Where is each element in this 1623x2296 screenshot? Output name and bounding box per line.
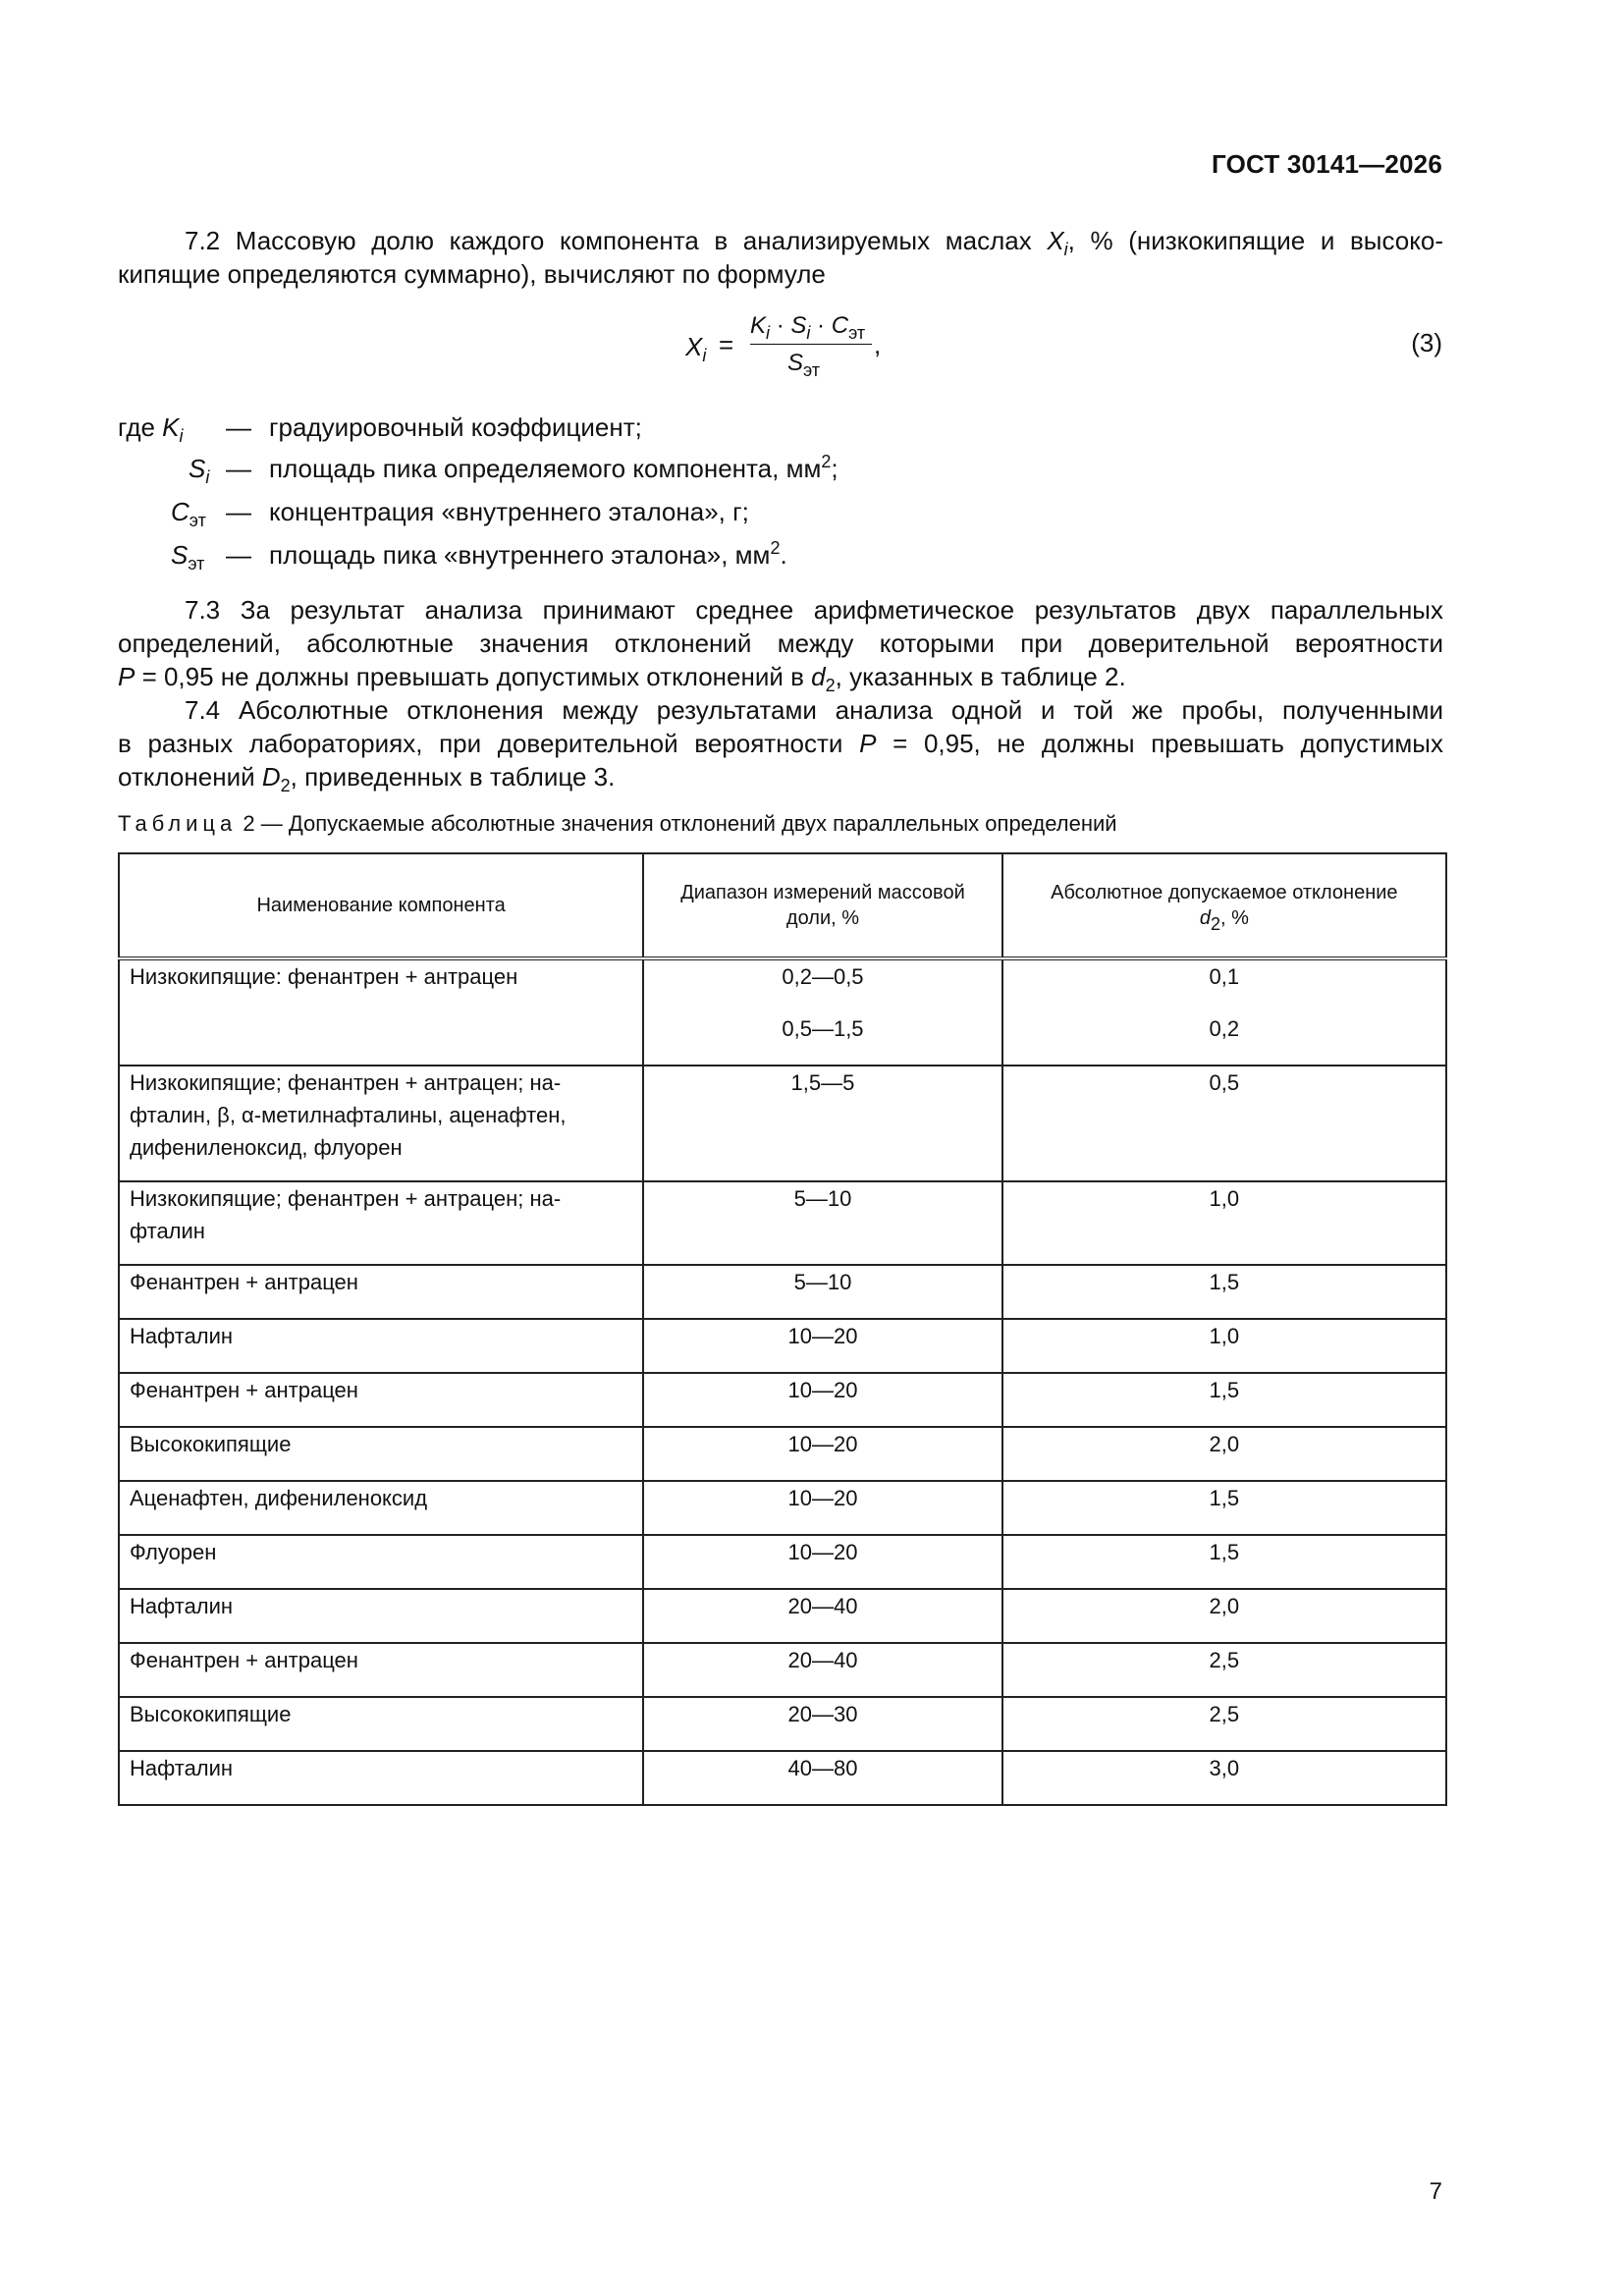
cell-deviation: 0,5 [1002,1066,1446,1181]
table-caption: Таблица 2 — Допускаемые абсолютные значения отклонений двух параллельных определений [118,811,1117,836]
deviation-table [118,852,1447,1806]
cell-range: 20—30 [643,1697,1001,1751]
cell-deviation: 1,5 [1002,1265,1446,1319]
table-row [119,1319,1446,1373]
cell-component: Нафталин [119,1319,643,1373]
cell-component: Низкокипящие; фенантрен + антрацен; на- фталин, β, α-метилнафталины, аценафтен, дифениленоксид, флуорен [119,1066,643,1181]
cell-range: 10—20 [643,1535,1001,1589]
paragraph-7-3: 7.3 За результат анализа принимают среднее арифметическое результатов двух параллельных определений, абсолютные значения отклонений между которыми при доверительной вероятности P = 0,95 не должны превышать допустимых отклонений в $d_2$, указанных в таблице 2. [118,595,1443,695]
paragraph-7-2-line-1: 7.2 Массовую долю каждого компонента в анализируемых маслах $X_i$, % (низкокипящие и высоко- [185,226,1443,259]
cell-component: Фенантрен + антрацен [119,1643,643,1697]
table-row [119,1643,1446,1697]
cell-range: 0,5—1,5 [643,1012,1001,1066]
column-header-range: Диапазон измерений массовой доли, % [643,853,1001,958]
cell-component: Нафталин [119,1751,643,1805]
cell-component: Высококипящие [119,1427,643,1481]
table-row [119,1535,1446,1589]
column-header-component: Наименование компонента [119,853,643,958]
cell-deviation: 3,0 [1002,1751,1446,1805]
cell-deviation: 2,5 [1002,1643,1446,1697]
paragraph-7-4: 7.4 Абсолютные отклонения между результатами анализа одной и той же пробы, полученными в разных лабораториях, при доверительной вероятности P = 0,95, не должны превышать допустимых отклонений $D_2$, приведенных в таблице 3. [118,695,1443,795]
column-header-deviation: Абсолютное допускаемое отклонение $d_2$, % [1002,853,1446,958]
cell-range: 0,2—0,5 [643,958,1001,1012]
paragraph-7-2-line-2: кипящие определяются суммарно), вычисляют по формуле [118,259,826,289]
table-row [119,1066,1446,1181]
cell-range: 10—20 [643,1373,1001,1427]
table-row [119,1751,1446,1805]
cell-range: 10—20 [643,1427,1001,1481]
cell-deviation: 2,0 [1002,1427,1446,1481]
cell-range: 40—80 [643,1751,1001,1805]
cell-component: Флуорен [119,1535,643,1589]
table-row [119,1265,1446,1319]
cell-component: Фенантрен + антрацен [119,1265,643,1319]
formula-numerator: $K_i \cdot S_i \cdot C_{эт}$ [750,312,866,343]
fraction-bar [750,344,872,345]
table-row [119,958,1446,1012]
table-row [119,1181,1446,1265]
cell-component: Фенантрен + антрацен [119,1373,643,1427]
cell-range: 5—10 [643,1265,1001,1319]
cell-deviation: 0,1 [1002,958,1446,1012]
document-page: ГОСТ 30141—2026 7.2 Массовую долю каждого компонента в анализируемых маслах $X_i$, % (низкокипящие и высоко- кипящие определяются суммарно), вычисляют по формуле $X_i$ = $K_i \cdot S_i \cdot C_{эт}$ $S_{эт}$ , (3) где $K_i$ — градуировочный коэффициент; $S_i$ — площадь пика определяемого компонента, $мм^2$; $C_{эт}$ — концентрация «внутреннего эталона», г; $S_{эт}$ — площадь пика «внутреннего эталона», $мм^2$. 7.3 За результат анализа принимают среднее арифметическое результатов двух параллельных определений, абсолютные значения отклонений между которыми при доверительной вероятности P = 0,95 не должны превышать допустимых отклонений в $d_2$, указанных в таблице 2. 7.4 Абсолютные отклонения между результатами анализа одной и той же пробы, полученными в разных лабораториях, при доверительной вероятности P = 0,95, не должны превышать допустимых отклонений $D_2$, приведенных в таблице 3. Таблица 2 — Допускаемые абсолютные значения отклонений двух параллельных определений Наименование компонента Диапазон измерений массовой доли, % Абсолютное допускаемое отклонение $d_2$, % Низкокипящие: фенантрен + антрацен 0,2—0,5 0,1 0,5—1,5 0,2 Низкокипящие; фенантрен + антрацен; на- фталин, β, α-метилнафталины, аценафтен, дифениленоксид, флуорен 1,5—5 0,5 Низкокипящие; фенантрен + антрацен; на- фталин 5—10 1,0 Фенантрен + антрацен 5—10 1,5 Нафталин 10—20 1,0 Фенантрен + антрацен 10—20 1,5 Высококипящие 10—20 2,0 Аценафтен, дифениленоксид 10—20 1,5 Флуорен 10—20 1,5 Нафталин 20—40 2,0 Фенантрен + антрацен 20—40 2,5 Высококипящие 20—30 2,5 Нафталин 40—80 3,0 7 [0,0,1623,2296]
cell-range: 10—20 [643,1319,1001,1373]
cell-deviation: 1,0 [1002,1181,1446,1265]
page-number: 7 [1429,2178,1442,2205]
equation-number: (3) [1411,328,1442,357]
table-row [119,1427,1446,1481]
cell-component [119,1012,643,1066]
table-row [119,1481,1446,1535]
cell-range: 20—40 [643,1643,1001,1697]
table-row [119,1589,1446,1643]
cell-deviation: 0,2 [1002,1012,1446,1066]
cell-deviation: 1,5 [1002,1481,1446,1535]
cell-deviation: 1,0 [1002,1319,1446,1373]
paragraph-7-2 [118,224,1443,291]
cell-component: Нафталин [119,1589,643,1643]
standard-code: ГОСТ 30141—2026 [1212,149,1442,179]
cell-range: 10—20 [643,1481,1001,1535]
cell-component: Аценафтен, дифениленоксид [119,1481,643,1535]
cell-range: 5—10 [643,1181,1001,1265]
cell-component: Высококипящие [119,1697,643,1751]
formula-denominator: $S_{эт}$ [787,350,821,380]
table-row [119,1697,1446,1751]
formula-3: $X_i$ = $K_i \cdot S_i \cdot C_{эт}$ $S_{эт}$ , [685,312,882,380]
cell-component: Низкокипящие: фенантрен + антрацен [119,958,643,1012]
cell-component: Низкокипящие; фенантрен + антрацен; на- фталин [119,1181,643,1265]
cell-deviation: 2,5 [1002,1697,1446,1751]
table-row [119,1012,1446,1066]
cell-deviation: 1,5 [1002,1535,1446,1589]
cell-range: 20—40 [643,1589,1001,1643]
cell-deviation: 2,0 [1002,1589,1446,1643]
cell-deviation: 1,5 [1002,1373,1446,1427]
cell-range: 1,5—5 [643,1066,1001,1181]
table-header-row [119,853,1446,958]
table-row [119,1373,1446,1427]
